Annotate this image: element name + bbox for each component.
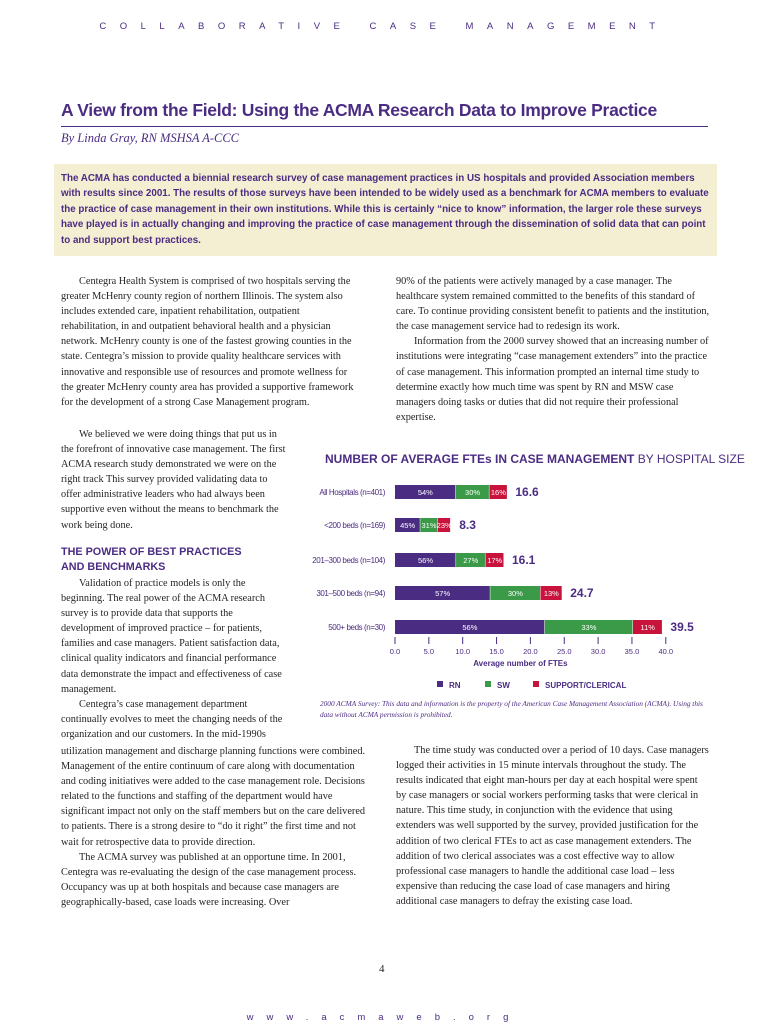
title-rule [61,126,708,127]
x-tick-label: 0.0 [389,647,401,656]
bar-data-label: 56% [418,556,434,565]
x-tick-label: 35.0 [624,647,640,656]
legend-swatch-support-clerical [533,681,539,687]
category-label: 500+ beds (n=30) [328,623,385,632]
bar-data-label: 45% [400,521,416,530]
legend-label: SUPPORT/CLERICAL [545,681,627,690]
x-tick-label: 15.0 [489,647,504,656]
bar-total-label: 16.1 [511,553,536,567]
bar-total-label: 24.7 [570,586,594,600]
bar-total-label: 39.5 [670,620,694,634]
paragraph: The ACMA survey was published at an opportune time. In 2001, Centegra was re-evaluating the design of the case management process. Occupancy was up at both hospitals and because case managers are geographically-based, case loads were increasing. Over [61,851,357,908]
category-label: <200 beds (n=169) [324,521,385,530]
bar-data-label: 16% [490,488,506,497]
page-number: 4 [379,963,385,975]
bar-data-label: 31% [421,521,437,530]
bar-data-label: 30% [465,488,481,497]
bar-total-label: 8.3 [459,518,476,532]
chart-title-bold: NUMBER OF AVERAGE FTEs IN CASE MANAGEMENT [325,452,635,466]
paragraph: We believed we were doing things that put us in the forefront of innovative case management. The first ACMA research study demonstrated we were on the right track This survey provided validating data to offer administrative leaders who had always been supportive even without the means to benchmark the work being done. [61,429,286,531]
intro-text: The ACMA has conducted a biennial research survey of case management practices in US hospitals and provided Association members with results since 2001. The results of those surveys have been intended to be widely used as a benchmark for ACMA members to evaluate the practice of case management in their own institutions. While this is certainly “nice to know” information, the larger role these surveys have played is in actually changing and improving the practice of case management through the dissemination of solid data that can point to and support best practices. [61,173,709,246]
chart-title [325,452,745,466]
x-tick-label: 30.0 [590,647,606,656]
fte-chart [300,470,710,698]
legend-label: RN [449,681,461,690]
paragraph: Validation of practice models is only the beginning. The real power of the ACMA research survey is to provide data that supports the development of improved practice – for patients, families and case managers. Patient satisfaction data, clinical quality indicators and financial performance data demonstrate the impact and effectiveness of case management. [61,578,282,695]
right-column-top [396,274,710,425]
paragraph: utilization management and discharge planning functions were combined. Management of the entire continuum of care along with documentation and coding initiatives were added to the case management role. Decisions related to the functions and staffing of the department would have significant impact not only on the staff members but on the care delivered to patients. There is a strong desire to “do it right” the first time and not wait for retrospective data to provide direction. [61,746,366,848]
legend-label: SW [497,681,510,690]
left-column-top [61,274,359,410]
bar-data-label: 33% [581,623,597,632]
bar-data-label: 57% [435,589,451,598]
paragraph: Information from the 2000 survey showed that an increasing number of institutions were integrating “case management extenders” into the practice of case management. This information prompted an internal time study to determine exactly how much time was spent by RN and MSW case managers doing tasks or duties that did not require their professional expertise. [396,336,709,423]
bar-data-label: 54% [417,488,433,497]
section-heading [61,545,242,575]
bar-data-label: 30% [507,589,523,598]
paragraph: Centegra’s case management department continually evolves to meet the changing needs of the organization and our customers. In the mid-1990s [61,698,283,740]
paragraph: Centegra Health System is comprised of two hospitals serving the greater McHenry county region of northern Illinois. The system also includes extended care, inpatient rehabilitation, outpatient rehabilitation, in and outpatient behavioral health and a physician network. McHenry county is one of the fastest growing counties in the state. Centegra’s mission to provide quality healthcare services with innovative and responsible use of resources and promote wellness for the greater McHenry county area has provided a supportive framework for the development of a strong Case Management program. [61,276,354,408]
left-column-mid [61,427,287,533]
category-label: 301–500 beds (n=94) [316,589,385,598]
bar-data-label: 11% [640,623,655,632]
chart-note: 2000 ACMA Survey: This data and information is the property of the American Case Management Association (ACMA). Using this data without ACMA permission is prohibited. [320,699,703,719]
paragraph: 90% of the patients were actively managed by a case manager. The healthcare system remained committed to the benefits of this standard of care. To continue providing consistent benefit to patients and the institution, the case management service had to redesign its work. [396,276,710,333]
category-label: All Hospitals (n=401) [319,488,385,497]
legend-swatch-rn [437,681,443,687]
category-label: 201–300 beds (n=104) [312,556,385,565]
bar-total-label: 16.6 [515,485,539,499]
x-axis-label: Average number of FTEs [473,659,568,668]
x-tick-label: 5.0 [423,647,435,656]
paragraph: The time study was conducted over a period of 10 days. Case managers logged their activities in 15 minute intervals throughout the study. The results indicated that eight man-hours per day at each hospital were spent by case managers or social workers performing tasks that were clerical in nature. This time study, in conjunction with the evidence that using extenders was well supported by the survey, provided justification for the addition of two clerical FTEs to act as case management extenders. The addition of two clerical associates was a cost effective way to allow professional case managers to handle the additional case load – less expensive than reducing the case load of case managers and hiring additional case managers to defray the existing case load. [396,745,709,907]
bar-data-label: 17% [487,556,503,565]
left-column-bottom [61,744,372,910]
chart-title-rest: BY HOSPITAL SIZE [634,452,745,466]
x-tick-label: 20.0 [523,647,538,656]
bar-data-label: 27% [463,556,479,565]
header-label: COLLABORATIVE CASE MANAGEMENT [99,21,669,32]
section-heading-line1: THE POWER OF BEST PRACTICES [61,546,242,558]
x-tick-label: 25.0 [556,647,572,656]
right-column-bottom [396,743,710,909]
footer-url[interactable]: www.acmaweb.org [246,1012,522,1023]
article-title: A View from the Field: Using the ACMA Research Data to Improve Practice [61,100,657,120]
x-tick-label: 40.0 [658,647,674,656]
x-tick-label: 10.0 [455,647,471,656]
section-heading-line2: AND BENCHMARKS [61,561,166,573]
bar-data-label: 13% [543,589,559,598]
bar-data-label: 56% [462,623,478,632]
left-column-low [61,576,287,742]
legend-swatch-sw [485,681,491,687]
byline: By Linda Gray, RN MSHSA A-CCC [61,131,240,145]
bar-data-label: 23% [436,521,452,530]
